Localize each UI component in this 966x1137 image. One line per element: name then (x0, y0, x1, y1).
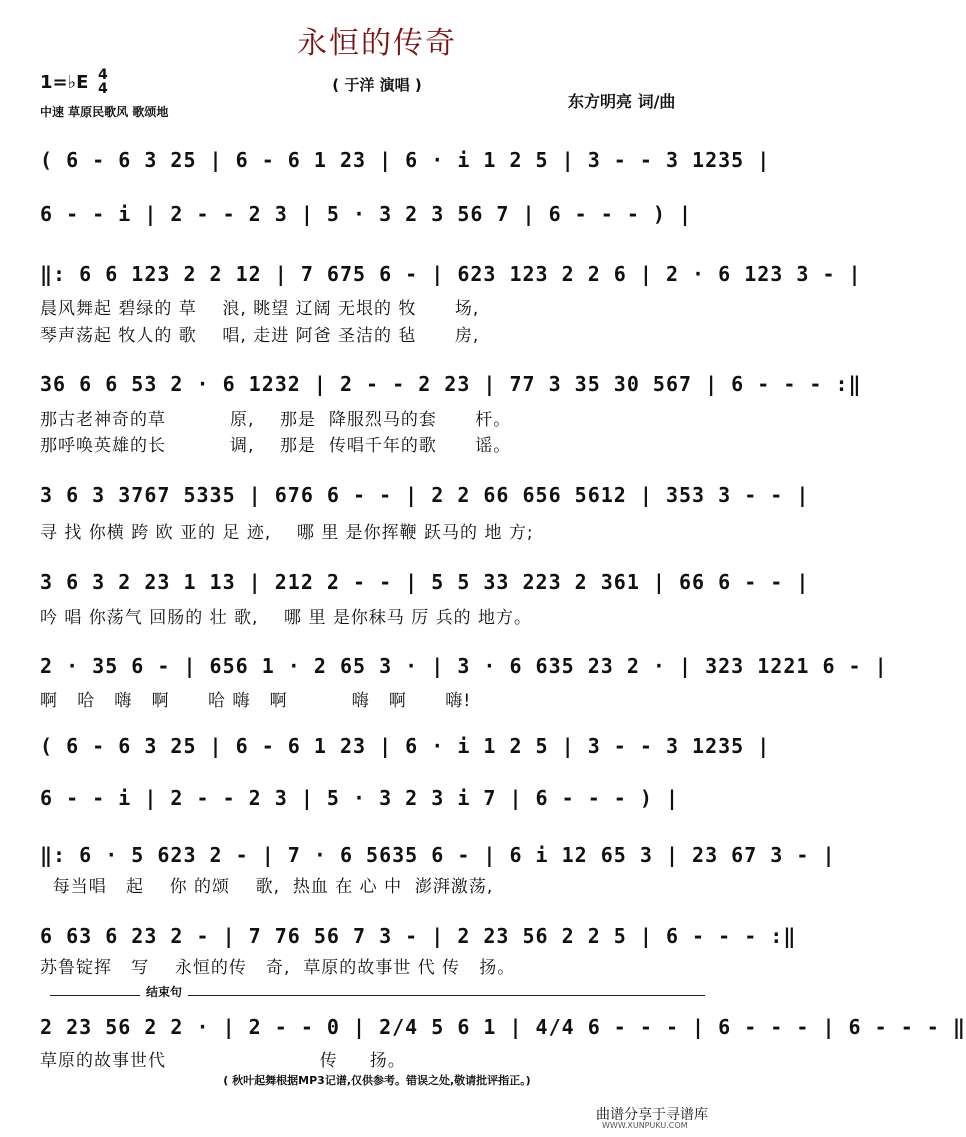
score-row-5-notes: 3 6 3 3767 5335 | 676 6 - - | 2 2 66 656 5612 | 353 3 - - | (40, 483, 810, 507)
meter-bottom: 4 (98, 81, 108, 97)
score-row-2-notes: 6 - - i | 2 - - 2 3 | 5 · 3 2 3 56 7 | 6 - - - ) | (40, 202, 693, 226)
lyric-row-11: 苏鲁锭挥 写 永恒的传 奇, 草原的故事世 代 传 扬。 (40, 958, 516, 978)
score-row-12-notes: 2 23 56 2 2 · | 2 - - 0 | 2/4 5 6 1 | 4/4 6 - - - | 6 - - - | 6 - - - ‖ (40, 1015, 966, 1039)
lyric-row-3-verse-1: 晨风舞起 碧绿的 草 浪, 眺望 辽阔 无垠的 牧 场, (40, 299, 480, 319)
meter-top: 4 (98, 67, 108, 83)
lyric-row-4-verse-1: 那古老神奇的草 原, 那是 降服烈马的套 杆。 (40, 410, 512, 430)
score-row-8-notes: ( 6 - 6 3 25 | 6 - 6 1 23 | 6 · i 1 2 5 | 3 - - 3 1235 | (40, 734, 771, 758)
score-row-11-notes: 6 63 6 23 2 - | 7 76 56 7 3 - | 2 23 56 2 2 5 | 6 - - - :‖ (40, 924, 797, 948)
score-row-10-notes: ‖: 6 · 5 623 2 - | 7 · 6 5635 6 - | 6 i 12 65 3 | 23 67 3 - | (40, 843, 836, 867)
lyric-row-5: 寻 找 你横 跨 欧 亚的 足 迹, 哪 里 是你挥鞭 跃马的 地 方; (40, 523, 534, 543)
lyric-row-6: 吟 唱 你荡气 回肠的 壮 歌, 哪 里 是你秣马 厉 兵的 地方。 (40, 608, 533, 628)
singer-credit: ( 于洋 演唱 ) (332, 76, 422, 94)
score-row-6-notes: 3 6 3 2 23 1 13 | 212 2 - - | 5 5 33 223 2 361 | 66 6 - - | (40, 570, 810, 594)
lyric-row-7: 啊 哈 嗨 啊 哈 嗨 啊 嗨 啊 嗨! (40, 691, 472, 711)
author-credit: 东方明亮 词/曲 (568, 92, 676, 111)
score-row-1-notes: ( 6 - 6 3 25 | 6 - 6 1 23 | 6 · i 1 2 5 | 3 - - 3 1235 | (40, 148, 771, 172)
ending-section-bracket (50, 985, 705, 1003)
transcriber-note: ( 秋叶起舞根据MP3记谱,仅供参考。错误之处,敬请批评指正。) (223, 1074, 531, 1087)
score-row-7-notes: 2 · 35 6 - | 656 1 · 2 65 3 · | 3 · 6 635 23 2 · | 323 1221 6 - | (40, 654, 888, 678)
song-title: 永恒的传奇 (297, 26, 457, 61)
tempo-marking: 中速 草原民歌风 歌颂地 (40, 105, 169, 119)
lyric-row-3-verse-2: 琴声荡起 牧人的 歌 唱, 走进 阿爸 圣洁的 毡 房, (40, 326, 480, 346)
watermark-text: 曲谱分享于寻谱库 (596, 1107, 708, 1123)
watermark-url: WWW.XUNPUKU.COM (602, 1121, 688, 1130)
score-row-9-notes: 6 - - i | 2 - - 2 3 | 5 · 3 2 3 i 7 | 6 - - - ) | (40, 786, 680, 810)
lyric-row-4-verse-2: 那呼唤英雄的长 调, 那是 传唱千年的歌 谣。 (40, 436, 512, 456)
lyric-row-12: 草原的故事世代 传 扬。 (40, 1051, 406, 1071)
key-signature: 1=♭E (40, 72, 89, 93)
lyric-row-10: 每当唱 起 你 的颂 歌, 热血 在 心 中 澎湃激荡, (40, 877, 494, 897)
score-row-4-notes: 36 6 6 53 2 · 6 1232 | 2 - - 2 23 | 77 3 35 30 567 | 6 - - - :‖ (40, 372, 862, 396)
time-signature (98, 68, 108, 96)
ending-label: 结束句 (140, 983, 188, 1000)
score-row-3-notes: ‖: 6 6 123 2 2 12 | 7 675 6 - | 623 123 2 2 6 | 2 · 6 123 3 - | (40, 262, 862, 286)
